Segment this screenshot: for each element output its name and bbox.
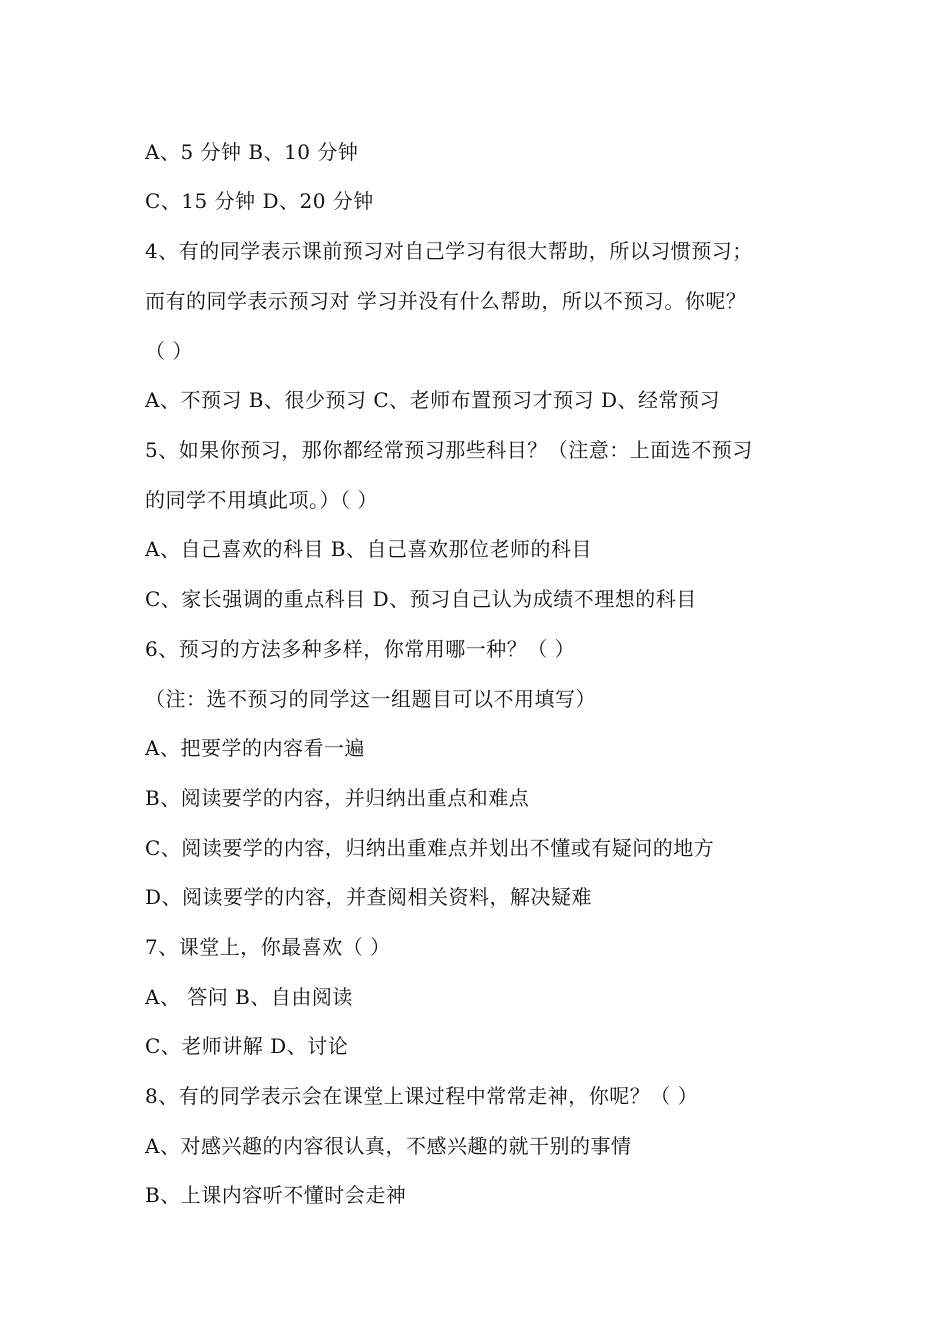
question-4-line-2: 而有的同学表示预习对 学习并没有什么帮助，所以不预习。你呢？ xyxy=(145,289,747,313)
option-line-q4: A、不预习 B、很少预习 C、老师布置预习才预习 D、经常预习 xyxy=(145,388,721,412)
question-6: 6、预习的方法多种多样，你常用哪一种？（ ） xyxy=(145,637,576,661)
option-q6-b: B、阅读要学的内容，并归纳出重点和难点 xyxy=(145,786,530,810)
option-q8-a: A、对感兴趣的内容很认真，不感兴趣的就干别的事情 xyxy=(145,1134,632,1158)
question-4-answer-blank: （ ） xyxy=(145,339,193,363)
option-line-q5-ab: A、自己喜欢的科目 B、自己喜欢那位老师的科目 xyxy=(145,537,592,561)
question-5-line-1: 5、如果你预习，那你都经常预习那些科目？（注意：上面选不预习 xyxy=(145,438,753,462)
question-4-line-1: 4、有的同学表示课前预习对自己学习有很大帮助，所以习惯预习； xyxy=(145,239,753,263)
option-line-q3-ab: A、5 分钟 B、10 分钟 xyxy=(145,140,359,164)
option-line-q5-cd: C、家长强调的重点科目 D、预习自己认为成绩不理想的科目 xyxy=(145,587,697,611)
option-line-q7-ab: A、 答问 B、自由阅读 xyxy=(145,985,353,1009)
option-line-q7-cd: C、老师讲解 D、讨论 xyxy=(145,1034,349,1058)
question-7: 7、课堂上，你最喜欢（ ） xyxy=(145,935,391,959)
option-q6-d: D、阅读要学的内容，并查阅相关资料，解决疑难 xyxy=(145,885,593,909)
option-q6-a: A、把要学的内容看一遍 xyxy=(145,736,365,760)
question-8: 8、有的同学表示会在课堂上课过程中常常走神，你呢？（ ） xyxy=(145,1084,699,1108)
option-q6-c: C、阅读要学的内容，归纳出重难点并划出不懂或有疑问的地方 xyxy=(145,836,715,860)
option-line-q3-cd: C、15 分钟 D、20 分钟 xyxy=(145,189,374,213)
question-5-line-2: 的同学不用填此项。）（ ） xyxy=(145,488,378,512)
question-6-note: （注：选不预习的同学这一组题目可以不用填写） xyxy=(145,687,596,711)
option-q8-b: B、上课内容听不懂时会走神 xyxy=(145,1183,407,1207)
